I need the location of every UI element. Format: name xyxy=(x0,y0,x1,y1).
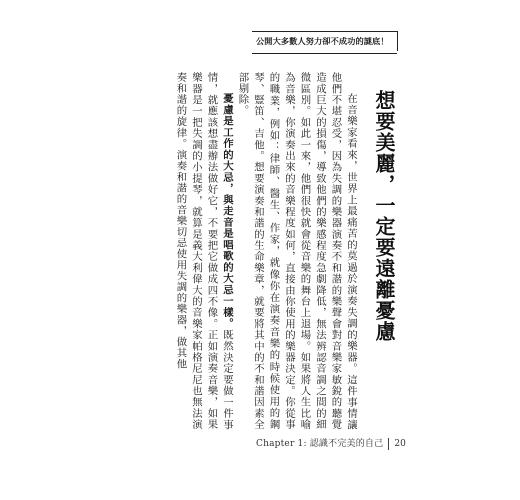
body-text xyxy=(172,72,358,430)
header-rule xyxy=(252,53,397,54)
page-content xyxy=(146,62,398,438)
page-number: 20 xyxy=(394,439,406,449)
footer-chapter: Chapter 1: 認識不完美的自己 xyxy=(256,439,384,449)
footer-divider xyxy=(388,438,389,450)
paragraph-2-text: 既然決定要做一件事情，就應該想盡辦法做好它，不要把它做成四不像。正如演奏音樂，如果樂器是一把失調的小提琴，就算是義大利偉大的音樂家帕格尼尼也無法演奏和諧的旋律。演奏和諧的音樂切忌使用失調的樂器，做其他 xyxy=(174,72,233,430)
page-footer xyxy=(256,436,406,452)
paragraph-2-highlight: 憂慮是工作的大忌，與走音是唱歌的大忌一樣。 xyxy=(221,92,233,329)
paragraph-1 xyxy=(234,72,358,430)
paragraph-2 xyxy=(172,72,234,430)
section-title: 想要美麗，一定要遠離憂慮 xyxy=(372,90,396,342)
running-header: 公開大多數人努力卻不成功的謎底！ xyxy=(256,36,389,46)
paragraph-1-text: 在音樂家看來，世界上最痛苦的莫過於演奏失調的樂器。這件事情讓他們不堪忍受，因為失調的樂器演奏不和諧的樂聲會對音樂家敏銳的聽覺造成巨大的損傷，導致他們的樂感程度急劇降低，無法辨認音調之間的細微區別。如此一來，他們很快就會從音樂的舞台上退場。如果將人生比喻為音樂，你演奏出來的音樂程度如何，直接由你使用的樂器決定。你從事的職業，例如：律師、醫生、作家，就像你在演奏音樂的時候使用的鋼琴、豎笛、吉他。想要演奏和諧的生命樂章，就要將其中的不和諧因素全部剔除。 xyxy=(236,72,357,430)
